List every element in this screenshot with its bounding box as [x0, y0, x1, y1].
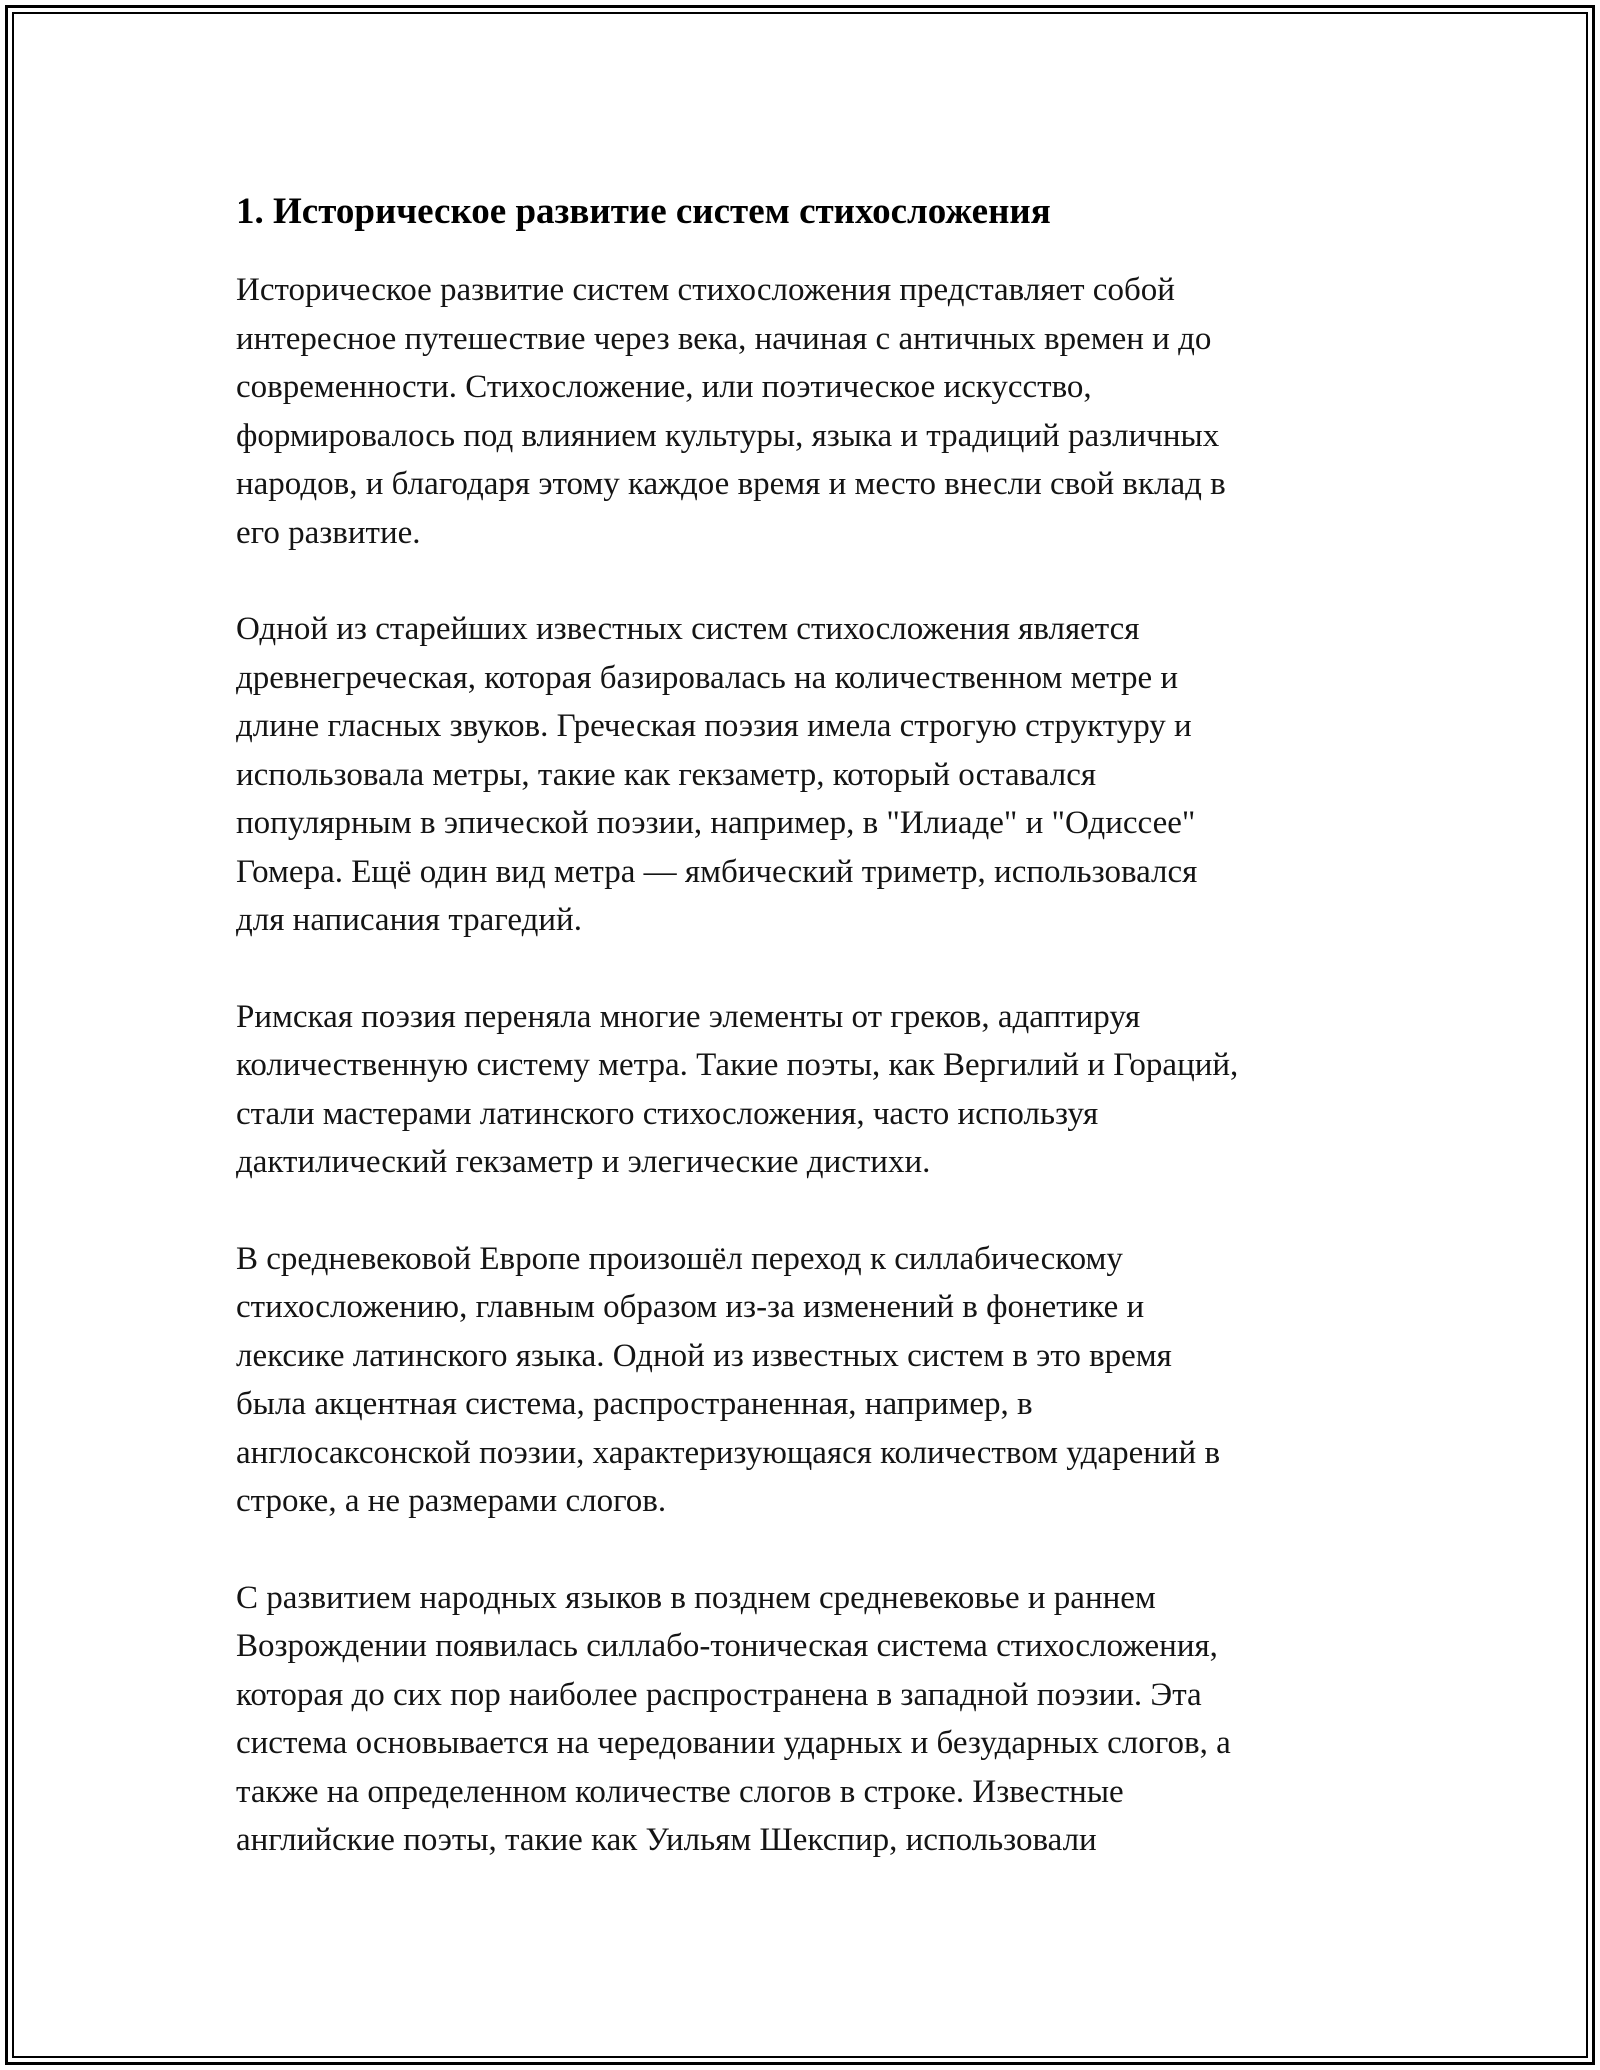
- text-line: длине гласных звуков. Греческая поэзия имела строгую структуру и: [236, 708, 1192, 744]
- text-line: Возрождении появилась силлабо-тоническая система стихосложения,: [236, 1628, 1218, 1664]
- document-body: [236, 186, 1366, 1913]
- text-line: народов, и благодаря этому каждое время и место внесли свой вклад в: [236, 466, 1226, 502]
- text-line: которая до сих пор наиболее распространена в западной поэзии. Эта: [236, 1676, 1202, 1713]
- text-line: английские поэты, такие как Уильям Шекспир, использовали: [236, 1822, 1097, 1858]
- text-line: Гомера. Ещё один вид метра — ямбический триметр, использовался: [236, 853, 1198, 890]
- text-line: лексике латинского языка. Одной из известных систем в это время: [236, 1337, 1172, 1374]
- text-line: строке, а не размерами слогов.: [236, 1483, 667, 1519]
- text-line: стихосложению, главным образом из-за изменений в фонетике и: [236, 1289, 1145, 1325]
- text-line: для написания трагедий.: [236, 902, 582, 938]
- paragraph-2: [236, 605, 1366, 945]
- text-line: формировалось под влиянием культуры, языка и традиций различных: [236, 417, 1220, 454]
- text-line: была акцентная система, распространенная, например, в: [236, 1386, 1033, 1422]
- text-line: количественную систему метра. Такие поэты, как Вергилий и Гораций,: [236, 1047, 1239, 1083]
- text-line: современности. Стихосложение, или поэтическое искусство,: [236, 369, 1092, 405]
- text-line: Римская поэзия переняла многие элементы от греков, адаптируя: [236, 998, 1141, 1035]
- text-line: Одной из старейших известных систем стихосложения является: [236, 611, 1140, 647]
- text-line: также на определенном количестве слогов в строке. Известные: [236, 1773, 1124, 1810]
- paragraph-3: [236, 993, 1366, 1187]
- text-line: система основывается на чередовании ударных и безударных слогов, а: [236, 1725, 1231, 1761]
- paragraph-5: [236, 1574, 1366, 1865]
- text-line: его развитие.: [236, 514, 421, 551]
- text-line: В средневековой Европе произошёл переход к силлабическому: [236, 1240, 1123, 1277]
- text-line: древнегреческая, которая базировалась на количественном метре и: [236, 659, 1179, 696]
- text-line: англосаксонской поэзии, характеризующаяся количеством ударений в: [236, 1434, 1221, 1471]
- text-line: интересное путешествие через века, начиная с античных времен и до: [236, 320, 1212, 357]
- text-line: стали мастерами латинского стихосложения, часто используя: [236, 1095, 1099, 1132]
- text-line: С развитием народных языков в позднем средневековье и раннем: [236, 1579, 1156, 1616]
- text-line: дактилический гекзаметр и элегические дистихи.: [236, 1144, 931, 1180]
- text-line: Историческое развитие систем стихосложения представляет собой: [236, 272, 1175, 308]
- text-line: популярным в эпической поэзии, например, в "Илиаде" и "Одиссее": [236, 805, 1196, 841]
- text-line: использовала метры, такие как гекзаметр, который оставался: [236, 756, 1097, 793]
- section-heading: 1. Историческое развитие систем стихосложения: [236, 191, 1051, 232]
- paragraph-1: [236, 266, 1366, 557]
- paragraph-4: [236, 1235, 1366, 1526]
